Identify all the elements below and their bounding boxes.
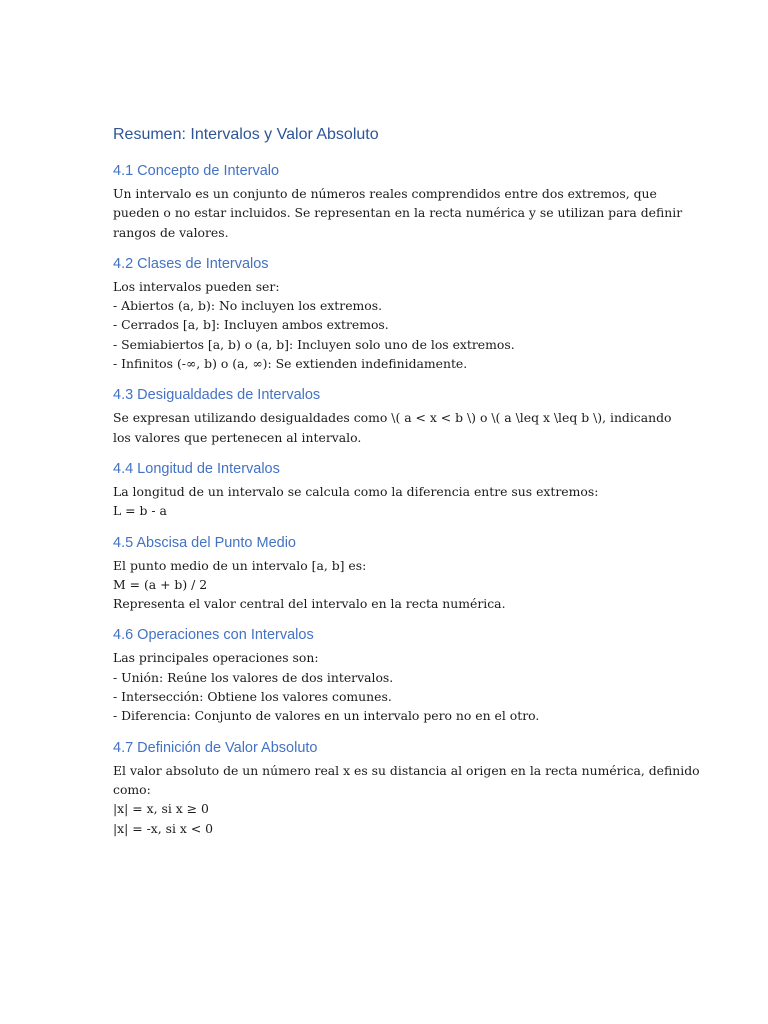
list-item: - Semiabiertos [a, b) o (a, b]: Incluyen solo uno de los extremos. (113, 336, 515, 352)
body-line: pueden o no estar incluidos. Se representan en la recta numérica y se utilizan para definir (113, 205, 683, 221)
body-line: Los intervalos pueden ser: (113, 278, 280, 294)
section-operaciones (113, 625, 673, 725)
body-line: los valores que pertenecen al intervalo. (113, 429, 362, 445)
body-line: Un intervalo es un conjunto de números reales comprendidos entre dos extremos, que (113, 186, 657, 201)
formula-line: |x| = x, si x ≥ 0 (113, 801, 209, 817)
body-line: Representa el valor central del intervalo en la recta numérica. (113, 596, 506, 612)
list-item: - Infinitos (-∞, b) o (a, ∞): Se extienden indefinidamente. (113, 356, 468, 372)
list-item: - Cerrados [a, b]: Incluyen ambos extremos. (113, 317, 389, 333)
section-punto-medio (113, 533, 673, 614)
list-item: - Diferencia: Conjunto de valores en un intervalo pero no en el otro. (113, 708, 540, 724)
body-line: El punto medio de un intervalo [a, b] es: (113, 557, 367, 573)
list-item: - Abiertos (a, b): No incluyen los extremos. (113, 298, 383, 314)
section-heading: 4.6 Operaciones con Intervalos (113, 627, 314, 644)
body-line: La longitud de un intervalo se calcula como la diferencia entre sus extremos: (113, 483, 599, 499)
section-concepto-intervalo (113, 161, 683, 242)
section-heading: 4.2 Clases de Intervalos (113, 255, 269, 272)
formula-line: M = (a + b) / 2 (113, 576, 208, 592)
body-line: El valor absoluto de un número real x es su distancia al origen en la recta numérica, definido (113, 762, 700, 778)
body-line: rangos de valores. (113, 224, 229, 240)
document-page (113, 124, 700, 850)
document-title: Resumen: Intervalos y Valor Absoluto (113, 126, 379, 143)
list-item: - Unión: Reúne los valores de dos intervalos. (113, 669, 394, 685)
body-line: como: (113, 781, 151, 797)
section-valor-absoluto (113, 738, 700, 838)
body-line: Se expresan utilizando desigualdades como \( a < x < b \) o \( a \leq x \leq b \), indicando (113, 410, 672, 426)
list-item: - Intersección: Obtiene los valores comunes. (113, 689, 392, 705)
section-heading: 4.1 Concepto de Intervalo (113, 163, 280, 179)
formula-line: L = b - a (113, 503, 167, 519)
section-heading: 4.5 Abscisa del Punto Medio (113, 534, 296, 551)
section-clases-intervalos (113, 254, 673, 373)
section-desigualdades (113, 385, 673, 447)
section-heading: 4.7 Definición de Valor Absoluto (113, 739, 318, 756)
body-line: Las principales operaciones son: (113, 650, 319, 666)
section-heading: 4.4 Longitud de Intervalos (113, 460, 280, 477)
formula-line: |x| = -x, si x < 0 (113, 820, 214, 836)
section-heading: 4.3 Desigualdades de Intervalos (113, 387, 321, 404)
section-longitud (113, 459, 673, 521)
